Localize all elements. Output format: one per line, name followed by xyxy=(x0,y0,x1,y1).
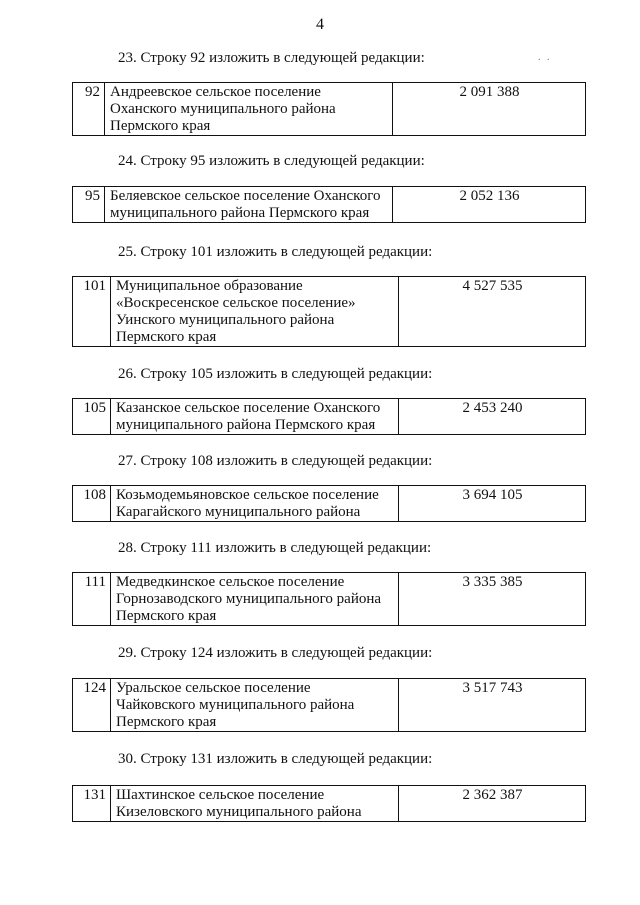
table-row xyxy=(73,277,586,347)
amendment-table-124 xyxy=(72,678,586,732)
instruction-29: 29. Строку 124 изложить в следующей редакции: xyxy=(118,645,433,661)
amount-cell: 3 694 105 xyxy=(399,486,586,522)
row-number-cell: 105 xyxy=(73,399,111,435)
settlement-name-cell: Беляевское сельское поселение Оханского муниципального района Пермского края xyxy=(105,187,393,223)
amount-cell: 2 091 388 xyxy=(393,83,586,136)
table-row xyxy=(73,679,586,732)
instruction-28: 28. Строку 111 изложить в следующей редакции: xyxy=(118,540,432,556)
amendment-table-105 xyxy=(72,398,586,435)
table-row xyxy=(73,83,586,136)
instruction-23: 23. Строку 92 изложить в следующей редакции: xyxy=(118,50,425,66)
page-number: 4 xyxy=(316,16,324,33)
amount-cell: 2 453 240 xyxy=(399,399,586,435)
instruction-30: 30. Строку 131 изложить в следующей редакции: xyxy=(118,751,433,767)
table-row xyxy=(73,399,586,435)
settlement-name-cell: Казанское сельское поселение Оханского муниципального района Пермского края xyxy=(111,399,399,435)
settlement-name-cell: Медведкинское сельское поселение Горнозаводского муниципального района Пермского края xyxy=(111,573,399,626)
amount-cell: 2 052 136 xyxy=(393,187,586,223)
amount-cell: 4 527 535 xyxy=(399,277,586,347)
stray-marks: . . xyxy=(538,52,552,63)
settlement-name-cell: Андреевское сельское поселение Оханского муниципального района Пермского края xyxy=(105,83,393,136)
row-number-cell: 92 xyxy=(73,83,105,136)
amount-cell: 2 362 387 xyxy=(399,786,586,822)
table-row xyxy=(73,786,586,822)
settlement-name-cell: Шахтинское сельское поселение Кизеловского муниципального района xyxy=(111,786,399,822)
amendment-table-131 xyxy=(72,785,586,822)
settlement-name-cell: Муниципальное образование «Воскресенское сельское поселение» Уинского муниципального района Пермского края xyxy=(111,277,399,347)
instruction-26: 26. Строку 105 изложить в следующей редакции: xyxy=(118,366,433,382)
amendment-table-101 xyxy=(72,276,586,347)
row-number-cell: 131 xyxy=(73,786,111,822)
amendment-table-92 xyxy=(72,82,586,136)
settlement-name-cell: Уральское сельское поселение Чайковского муниципального района Пермского края xyxy=(111,679,399,732)
amendment-table-95 xyxy=(72,186,586,223)
instruction-24: 24. Строку 95 изложить в следующей редакции: xyxy=(118,153,425,169)
row-number-cell: 124 xyxy=(73,679,111,732)
row-number-cell: 108 xyxy=(73,486,111,522)
instruction-27: 27. Строку 108 изложить в следующей редакции: xyxy=(118,453,433,469)
row-number-cell: 101 xyxy=(73,277,111,347)
table-row xyxy=(73,187,586,223)
amendment-table-111 xyxy=(72,572,586,626)
table-row xyxy=(73,573,586,626)
settlement-name-cell: Козьмодемьяновское сельское поселение Карагайского муниципального района xyxy=(111,486,399,522)
amount-cell: 3 335 385 xyxy=(399,573,586,626)
amendment-table-108 xyxy=(72,485,586,522)
row-number-cell: 95 xyxy=(73,187,105,223)
table-row xyxy=(73,486,586,522)
row-number-cell: 111 xyxy=(73,573,111,626)
amount-cell: 3 517 743 xyxy=(399,679,586,732)
instruction-25: 25. Строку 101 изложить в следующей редакции: xyxy=(118,244,433,260)
